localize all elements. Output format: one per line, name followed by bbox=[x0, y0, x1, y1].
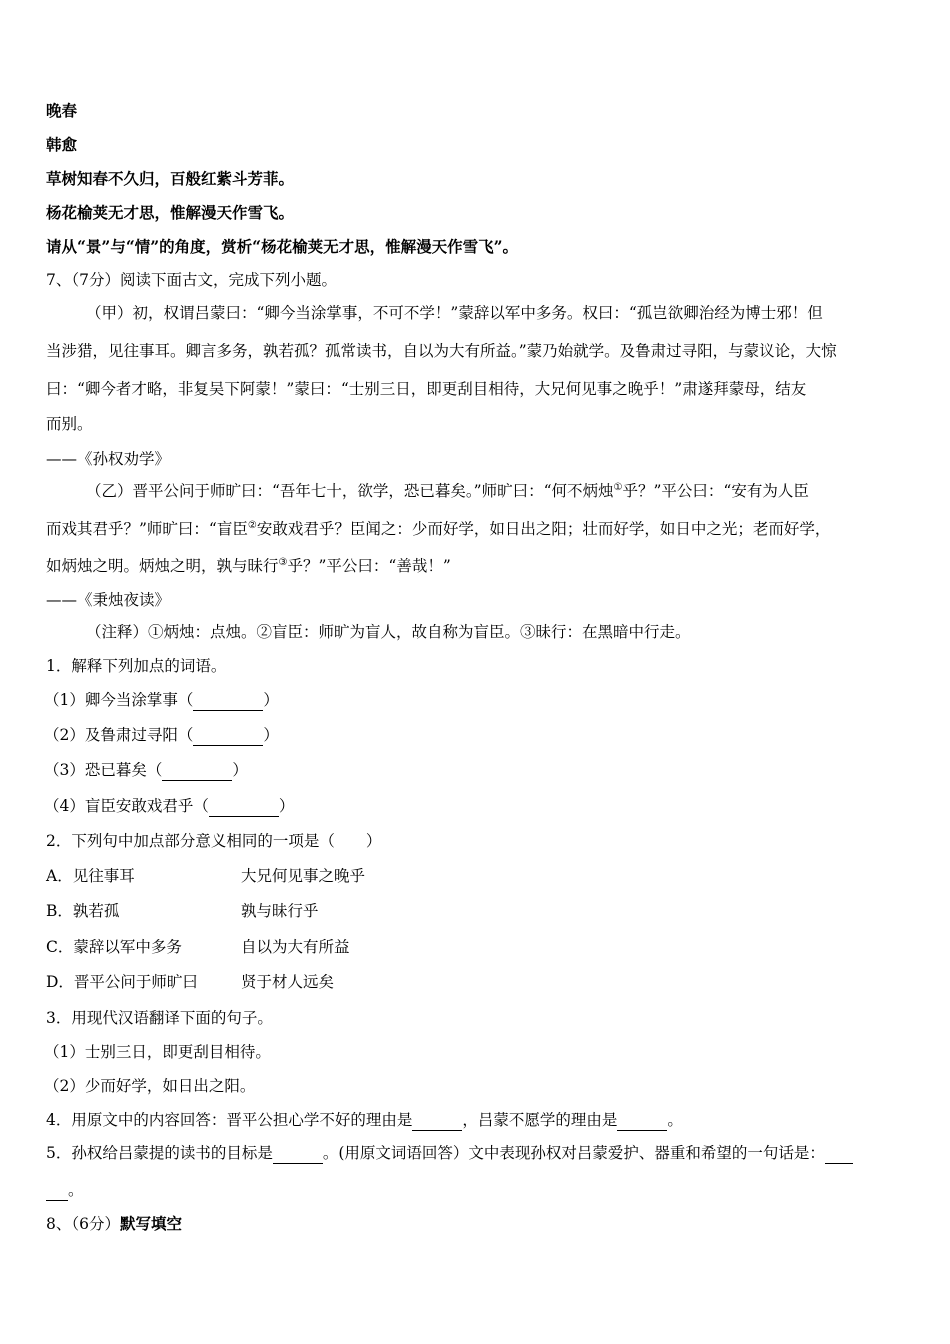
answer-blank[interactable] bbox=[46, 1180, 68, 1201]
poem-author: 韩愈 bbox=[46, 135, 78, 154]
answer-blank[interactable] bbox=[273, 1143, 323, 1164]
poem-title: 晚春 bbox=[46, 101, 78, 120]
passage-yi-line: （乙）晋平公问于师旷曰：“吾年七十，欲学，恐已暮矣。”师旷曰：“何不炳烛①乎？”平公曰：“安有为人臣 bbox=[86, 481, 809, 500]
subquestion-4: 4．用原文中的内容回答：晋平公担心学不好的理由是 ，吕蒙不愿学的理由是 。 bbox=[46, 1111, 683, 1129]
answer-blank[interactable] bbox=[209, 796, 279, 817]
subquestion-1-item: （3）恐已暮矣（ ） bbox=[44, 761, 248, 779]
answer-blank[interactable] bbox=[193, 725, 263, 746]
subquestion-1-item: （4）盲臣安敢戏君乎（ ） bbox=[44, 797, 295, 815]
poem-line: 杨花榆荚无才思，惟解漫天作雪飞。 bbox=[46, 203, 295, 222]
passage-jia-line: （甲）初，权谓吕蒙曰：“卿今当涂掌事，不可不学！”蒙辞以军中多务。权曰：“孤岂欲卿治经为博士邪！但 bbox=[86, 304, 823, 322]
subquestion-3-item: （2）少而好学，如日出之阳。 bbox=[44, 1077, 256, 1095]
passage-jia-source: ——《孙权劝学》 bbox=[46, 450, 171, 468]
passage-jia-line: 当涉猎，见往事耳。卿言多务，孰若孤？孤常读书，自以为大有所益。”蒙乃始就学。及鲁肃过寻阳，与蒙议论，大惊 bbox=[46, 342, 837, 360]
passage-jia-line: 而别。 bbox=[46, 415, 93, 433]
answer-blank[interactable] bbox=[825, 1143, 853, 1164]
answer-blank[interactable] bbox=[617, 1110, 667, 1131]
question-8-header: 8、（6分）默写填空 bbox=[46, 1214, 182, 1233]
answer-blank[interactable] bbox=[193, 690, 263, 711]
passage-yi-line: 如炳烛之明。炳烛之明，孰与昧行③乎？”平公曰：“善哉！” bbox=[46, 556, 451, 575]
subquestion-5: 5．孙权给吕蒙提的读书的目标是 。(用原文词语回答）文中表现孙权对吕蒙爱护、器重和希望的一句话是： bbox=[46, 1143, 853, 1164]
footnote-marker: ③ bbox=[278, 556, 288, 568]
option-b[interactable]: B．孰若孤 孰与昧行乎 bbox=[46, 902, 319, 920]
footnote-marker: ① bbox=[613, 481, 623, 493]
subquestion-2-title: 2．下列句中加点部分意义相同的一项是（ ） bbox=[46, 832, 382, 850]
footnote-marker: ② bbox=[247, 519, 257, 531]
option-c[interactable]: C．蒙辞以军中多务 自以为大有所益 bbox=[46, 938, 350, 956]
question-7-header: 7、（7分）阅读下面古文，完成下列小题。 bbox=[46, 271, 337, 289]
answer-blank[interactable] bbox=[162, 760, 232, 781]
option-a[interactable]: A．见往事耳 大兄何见事之晚乎 bbox=[46, 867, 366, 885]
subquestion-1-title: 1．解释下列加点的词语。 bbox=[46, 657, 227, 675]
subquestion-3-title: 3．用现代汉语翻译下面的句子。 bbox=[46, 1009, 273, 1027]
answer-blank[interactable] bbox=[412, 1110, 462, 1131]
annotation-notes: （注释）①炳烛：点烛。②盲臣：师旷为盲人，故自称为盲臣。③昧行：在黑暗中行走。 bbox=[86, 623, 691, 641]
subquestion-1-item: （2）及鲁肃过寻阳（ ） bbox=[44, 726, 279, 744]
poem-line: 草树知春不久归，百般红紫斗芳菲。 bbox=[46, 169, 295, 188]
passage-yi-line: 而戏其君乎？”师旷曰：“盲臣②安敢戏君乎？臣闻之：少而好学，如日出之阳；壮而好学，如日中之光；老而好学， bbox=[46, 519, 831, 538]
passage-yi-source: ——《秉烛夜读》 bbox=[46, 591, 171, 609]
subquestion-3-item: （1）士别三日，即更刮目相待。 bbox=[44, 1043, 271, 1061]
option-d[interactable]: D．晋平公问于师旷曰 贤于材人远矣 bbox=[46, 973, 335, 991]
subquestion-1-item: （1）卿今当涂掌事（ ） bbox=[44, 691, 279, 709]
passage-jia-line: 曰：“卿今者才略，非复吴下阿蒙！”蒙曰：“士别三日，即更刮目相待，大兄何见事之晚乎！”肃遂拜蒙母，结友 bbox=[46, 380, 807, 398]
poem-question: 请从“景”与“情”的角度，赏析“杨花榆荚无才思，惟解漫天作雪飞”。 bbox=[46, 237, 518, 256]
subquestion-5-continued: 。 bbox=[46, 1180, 84, 1201]
